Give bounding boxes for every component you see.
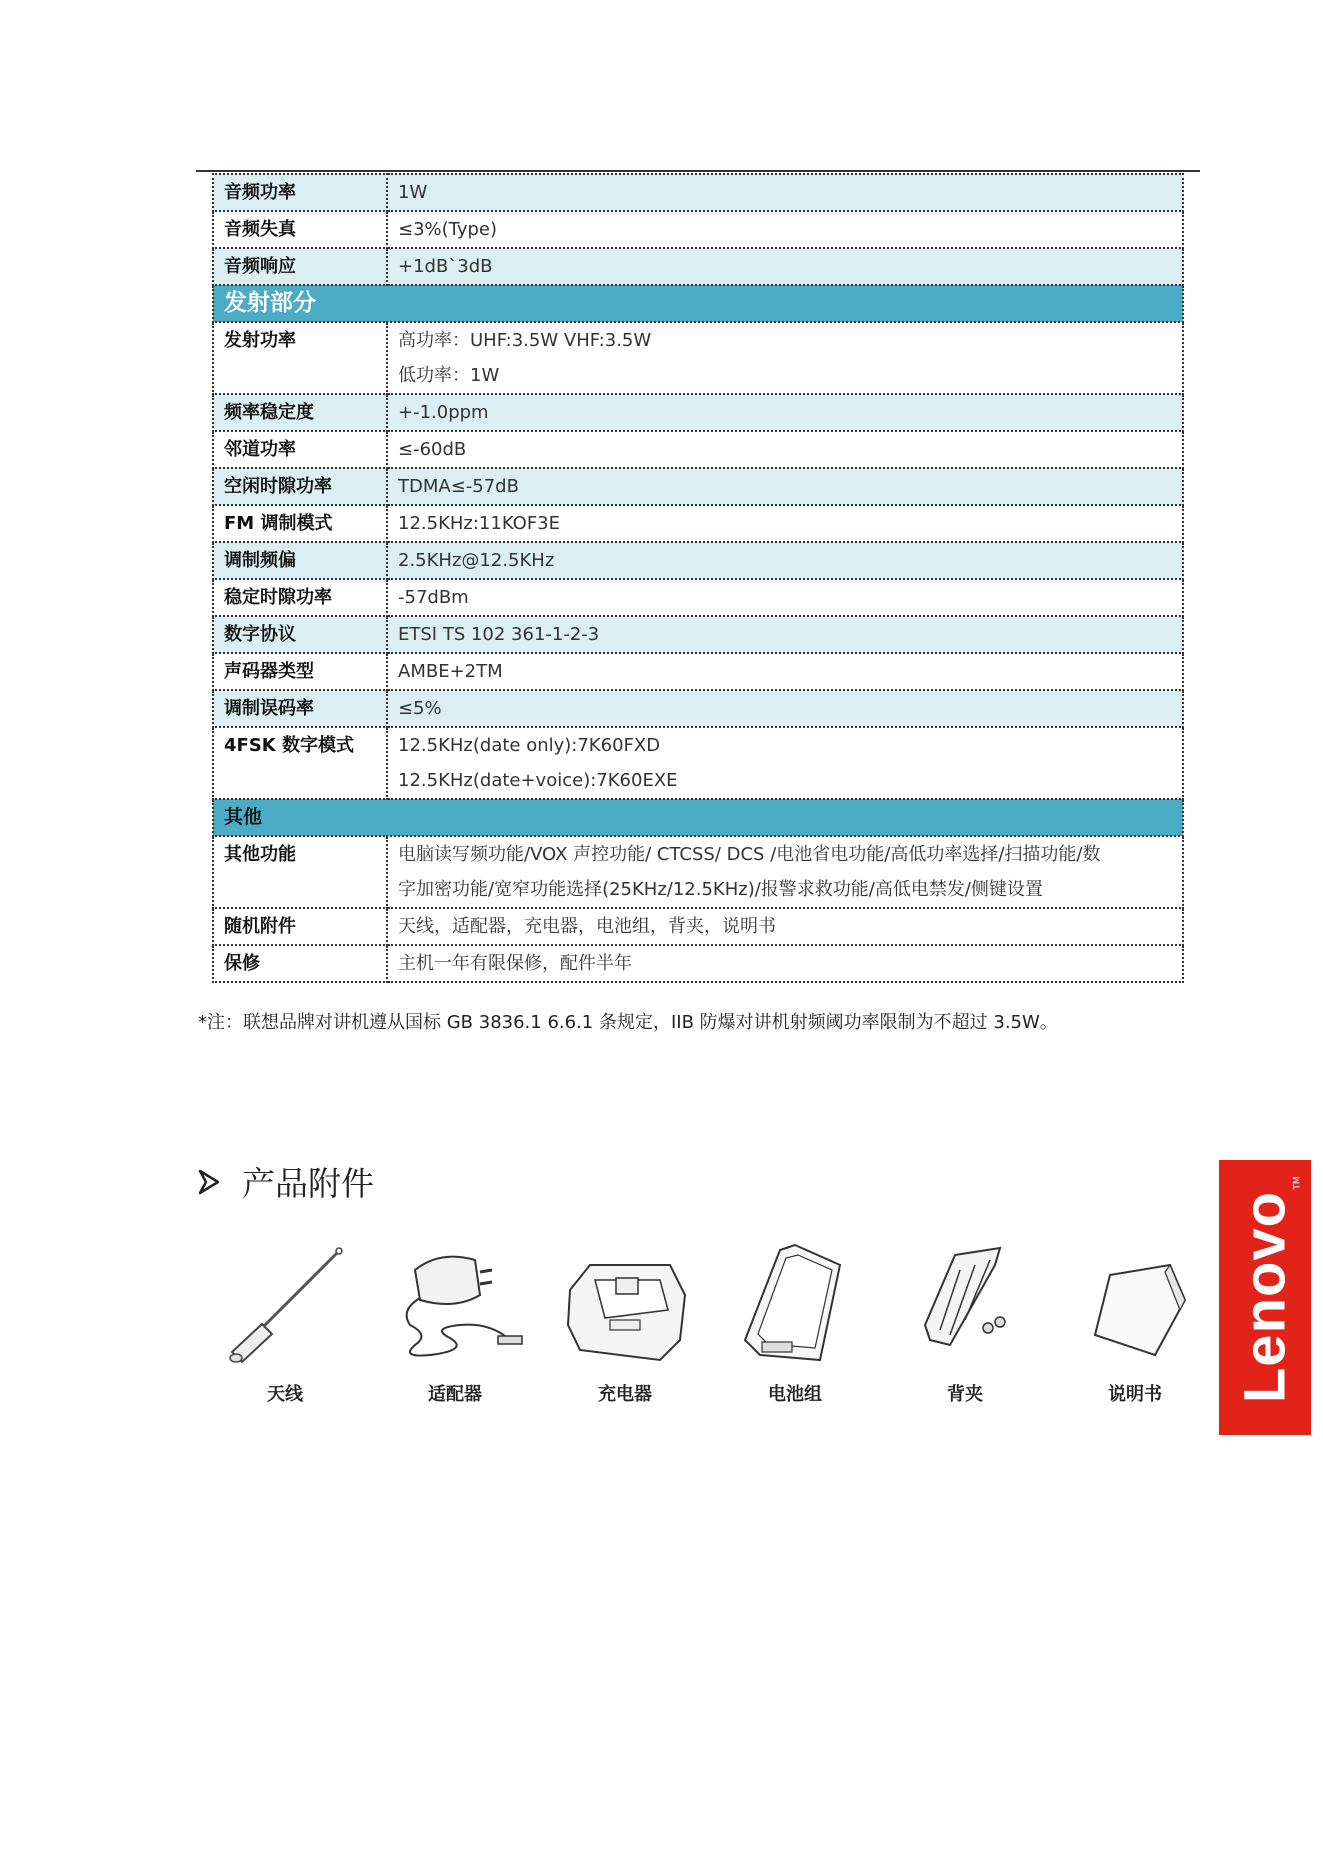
accessory-label-adapter: 适配器 [428,1384,482,1405]
spec-value [387,322,1183,394]
spec-row [213,616,1183,653]
brand-trademark: TM [1292,1176,1303,1190]
top-rule [196,170,1200,172]
arrow-right-icon [198,1169,220,1195]
spec-value [387,836,1183,908]
spec-value-line: -57dBm [398,587,469,608]
spec-value-line: 低功率：1W [398,365,500,386]
spec-row [213,542,1183,579]
spec-label: 调制误码率 [213,690,387,727]
spec-value-line: 12.5KHz(date+voice):7K60EXE [398,770,678,791]
spec-label: 音频功率 [213,174,387,211]
lenovo-logo [1219,1160,1311,1435]
spec-row [213,908,1183,945]
accessory-label-manual: 说明书 [1108,1384,1162,1405]
spec-label: 保修 [213,945,387,982]
spec-value [387,174,1183,211]
spec-value-line: ≤5% [398,698,442,719]
accessory-charger [550,1240,700,1406]
accessory-battery-pack [720,1240,870,1406]
adapter-icon [380,1240,530,1370]
spec-value-line: 字加密功能/宽窄功能选择(25KHz/12.5KHz)/报警求救功能/高低电禁发/侧键设置 [398,879,1043,900]
spec-value [387,211,1183,248]
spec-value-line: +1dB`3dB [398,256,493,277]
spec-value [387,542,1183,579]
accessory-manual [1060,1240,1210,1406]
accessories-heading-text: 产品附件 [242,1164,374,1203]
spec-value-line: 12.5KHz:11KOF3E [398,513,560,534]
spec-label: 声码器类型 [213,653,387,690]
charger-icon [550,1240,700,1370]
spec-row [213,431,1183,468]
spec-row [213,690,1183,727]
brand-name: Lenovo [1232,1190,1298,1404]
spec-label: 音频失真 [213,211,387,248]
spec-label: 其他功能 [213,836,387,908]
spec-label: 4FSK 数字模式 [213,727,387,799]
spec-label: 频率稳定度 [213,394,387,431]
spec-value-line: ≤3%(Type) [398,219,498,240]
spec-value-line: AMBE+2TM [398,661,503,682]
section-header-row [213,285,1183,322]
spec-value-line: 主机一年有限保修，配件半年 [398,953,632,974]
belt-clip-icon [890,1240,1040,1370]
spec-row [213,322,1183,394]
spec-row [213,394,1183,431]
spec-row [213,211,1183,248]
accessory-label-charger: 充电器 [598,1384,652,1405]
spec-value-line: TDMA≤-57dB [398,476,519,497]
accessories-list [210,1240,1190,1410]
spec-row [213,505,1183,542]
accessory-label-battery-pack: 电池组 [768,1384,822,1405]
spec-value-line: 电脑读写频功能/VOX 声控功能/ CTCSS/ DCS /电池省电功能/高低功率选择/扫描功能/数 [398,844,1101,865]
accessory-antenna [210,1240,360,1406]
spec-value [387,248,1183,285]
spec-label: 空闲时隙功率 [213,468,387,505]
antenna-icon [210,1240,360,1370]
spec-row [213,579,1183,616]
spec-row [213,468,1183,505]
spec-row [213,248,1183,285]
spec-value-line: 2.5KHz@12.5KHz [398,550,555,571]
spec-value [387,727,1183,799]
accessory-label-belt-clip: 背夹 [947,1384,983,1405]
spec-label: 数字协议 [213,616,387,653]
spec-label: FM 调制模式 [213,505,387,542]
spec-value [387,468,1183,505]
spec-value-line: 1W [398,182,428,203]
spec-value [387,505,1183,542]
spec-value [387,945,1183,982]
spec-value-line: ETSI TS 102 361-1-2-3 [398,624,600,645]
spec-value-line: ≤-60dB [398,439,467,460]
spec-value [387,653,1183,690]
accessories-heading [198,1158,374,1205]
accessory-belt-clip [890,1240,1040,1406]
spec-row [213,836,1183,908]
footnote: *注：联想品牌对讲机遵从国标 GB 3836.1 6.6.1 条规定，IIB 防爆对讲机射频阈功率限制为不超过 3.5W。 [198,1012,1058,1033]
spec-row [213,174,1183,211]
spec-table [212,173,1184,983]
spec-row [213,945,1183,982]
spec-label: 发射功率 [213,322,387,394]
spec-label: 稳定时隙功率 [213,579,387,616]
spec-value [387,431,1183,468]
spec-value [387,690,1183,727]
spec-row [213,727,1183,799]
spec-value-line: 高功率：UHF:3.5W VHF:3.5W [398,330,652,351]
section-header-label: 发射部分 [213,285,1183,322]
spec-value-line: 天线，适配器，充电器，电池组，背夹，说明书 [398,916,776,937]
spec-value [387,579,1183,616]
manual-icon [1060,1240,1210,1370]
spec-label: 邻道功率 [213,431,387,468]
battery-pack-icon [720,1240,870,1370]
section-header-row [213,799,1183,836]
spec-row [213,653,1183,690]
spec-label: 随机附件 [213,908,387,945]
spec-label: 音频响应 [213,248,387,285]
spec-value-line: 12.5KHz(date only):7K60FXD [398,735,661,756]
section-header-label: 其他 [213,799,1183,836]
spec-label: 调制频偏 [213,542,387,579]
accessory-adapter [380,1240,530,1406]
spec-value-line: +-1.0ppm [398,402,489,423]
spec-value [387,394,1183,431]
accessory-label-antenna: 天线 [267,1384,303,1405]
spec-value [387,616,1183,653]
spec-value [387,908,1183,945]
